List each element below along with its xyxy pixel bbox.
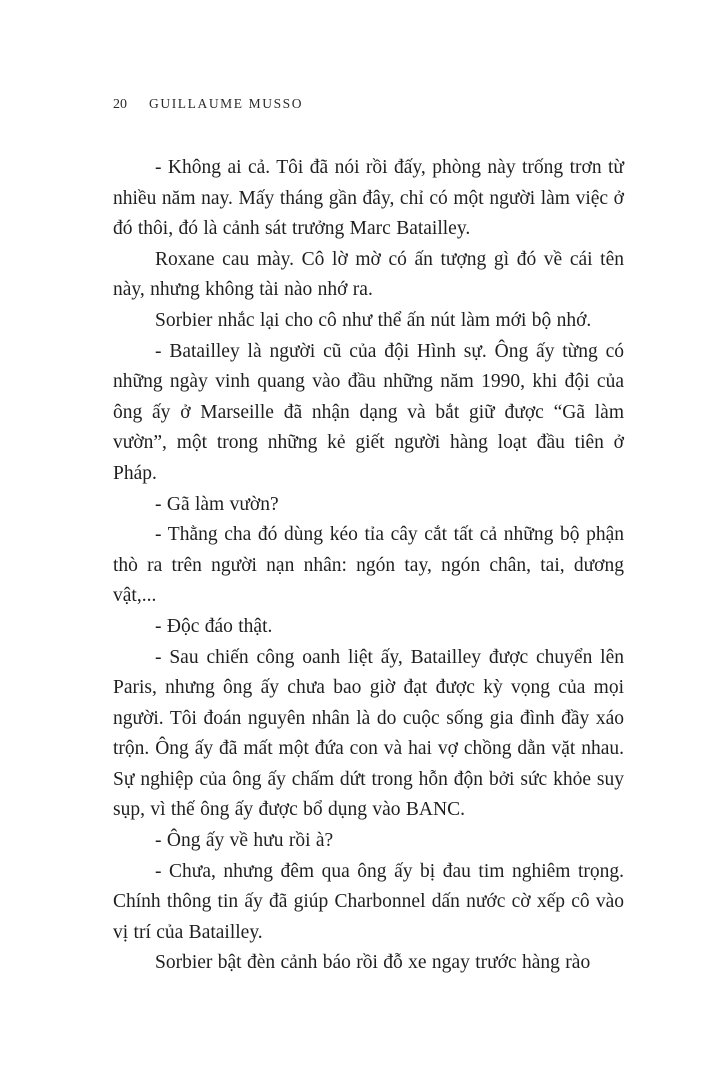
paragraph: - Không ai cả. Tôi đã nói rồi đấy, phòng này trống trơn từ nhiều năm nay. Mấy tháng gần đây, chỉ có một người làm việc ở đó thôi, đó là cảnh sát trưởng Marc Batailley. — [113, 157, 624, 240]
paragraph: - Chưa, nhưng đêm qua ông ấy bị đau tim nghiêm trọng. Chính thông tin ấy đã giúp Charbonnel dấn nước cờ xếp cô vào vị trí của Batailley. — [113, 860, 624, 943]
paragraph: Sorbier nhắc lại cho cô như thể ấn nút làm mới bộ nhớ. — [155, 309, 592, 331]
page-number: 20 — [113, 97, 127, 112]
paragraph: - Sau chiến công oanh liệt ấy, Batailley được chuyển lên Paris, nhưng ông ấy chưa bao giờ đạt được kỳ vọng của mọi người. Tôi đoán nguyên nhân là do cuộc sống gia đình đầy xáo trộn. Ông ấy đã mất một đứa con và hai vợ chồng dằn vặt nhau. Sự nghiệp của ông ấy chấm dứt trong hỗn độn bởi sức khỏe suy sụp, vì thế ông ấy được bổ dụng vào BANC. — [113, 646, 624, 821]
page-body — [113, 153, 624, 979]
paragraph: - Gã làm vườn? — [155, 493, 279, 515]
paragraph: - Độc đáo thật. — [155, 615, 273, 637]
paragraph: - Thằng cha đó dùng kéo tỉa cây cắt tất cả những bộ phận thò ra trên người nạn nhân: ngón tay, ngón chân, tai, dương vật,... — [113, 524, 624, 607]
paragraph: - Ông ấy về hưu rồi à? — [155, 830, 334, 852]
paragraph: Roxane cau mày. Cô lờ mờ có ấn tượng gì đó về cái tên này, nhưng không tài nào nhớ ra. — [113, 248, 624, 301]
paragraph: - Batailley là người cũ của đội Hình sự. Ông ấy từng có những ngày vinh quang vào đầu những năm 1990, khi đội của ông ấy ở Marseille đã nhận dạng và bắt giữ được “Gã làm vườn”, một trong những kẻ giết người hàng loạt đầu tiên ở Pháp. — [113, 340, 624, 484]
running-header — [113, 96, 624, 113]
header-author-title: GUILLAUME MUSSO — [149, 96, 304, 111]
paragraph: Sorbier bật đèn cảnh báo rồi đỗ xe ngay trước hàng rào — [155, 952, 591, 974]
